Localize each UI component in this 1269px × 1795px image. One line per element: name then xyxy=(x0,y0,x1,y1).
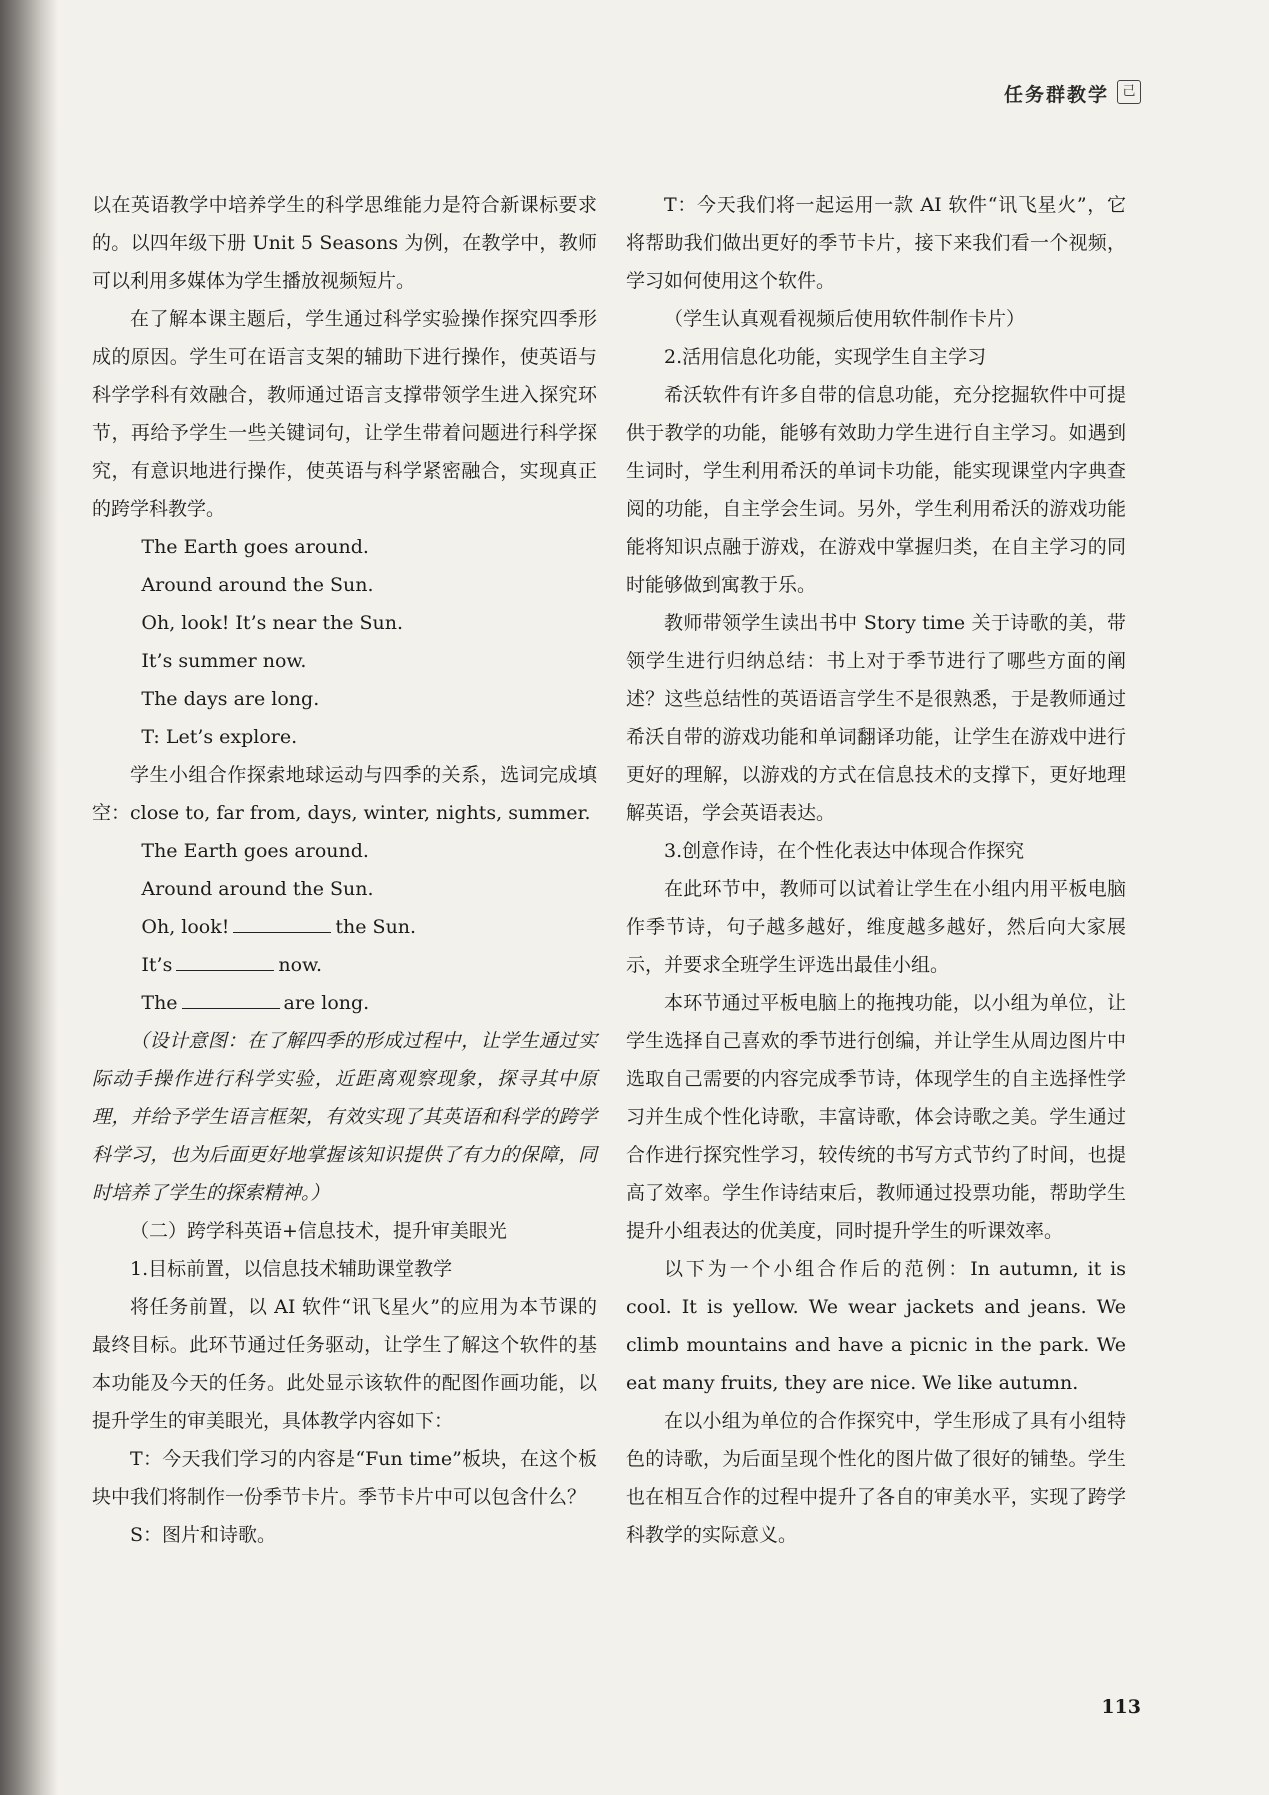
subsection-heading: 1.目标前置，以信息技术辅助课堂教学 xyxy=(130,1258,453,1280)
subsection-heading: 3.创意作诗，在个性化表达中体现合作探究 xyxy=(664,840,1025,862)
poem-line: The Earth goes around. xyxy=(141,536,369,558)
page-number: 113 xyxy=(1101,1696,1141,1718)
paragraph: 在以小组为单位的合作探究中，学生形成了具有小组特色的诗歌，为后面呈现个性化的图片做了很好的铺垫。学生也在相互合作的过程中提升了各自的审美水平，实现了跨学科教学的实际意义。 xyxy=(626,1410,1126,1546)
fill-text: are long. xyxy=(283,992,370,1014)
poem-line: The Earth goes around. xyxy=(141,840,369,862)
poem-line: Around around the Sun. xyxy=(141,878,374,900)
poem-line: The days are long. xyxy=(141,688,320,710)
fill-text: The xyxy=(141,992,178,1014)
paragraph: T：今天我们将一起运用一款 AI 软件“讯飞星火”，它将帮助我们做出更好的季节卡片，接下来我们看一个视频，学习如何使用这个软件。 xyxy=(626,194,1126,292)
fill-blank-line xyxy=(92,908,597,946)
blank-line xyxy=(233,912,331,933)
fill-text: Oh, look! xyxy=(141,916,230,938)
blank-line xyxy=(182,988,280,1009)
book-spine-shadow xyxy=(0,0,58,1795)
fill-blank-line xyxy=(92,946,597,984)
paragraph: 将任务前置，以 AI 软件“讯飞星火”的应用为本节课的最终目标。此环节通过任务驱动，让学生了解这个软件的基本功能及今天的任务。此处显示该软件的配图作画功能，以提升学生的审美眼光，具体教学内容如下： xyxy=(92,1296,597,1432)
poem-line: T: Let’s explore. xyxy=(141,726,298,748)
paragraph: 以在英语教学中培养学生的科学思维能力是符合新课标要求的。以四年级下册 Unit 5 Seasons 为例，在教学中，教师可以利用多媒体为学生播放视频短片。 xyxy=(92,194,597,292)
paragraph: 以下为一个小组合作后的范例：In autumn, it is cool. It is yellow. We wear jackets and jeans. We climb mountains and have a picnic in the park. We eat many fruits, they are nice. We like autumn. xyxy=(626,1258,1126,1394)
poem-line: It’s summer now. xyxy=(141,650,307,672)
poem-line: Around around the Sun. xyxy=(141,574,374,596)
right-column xyxy=(626,186,1126,1554)
paragraph: 在了解本课主题后，学生通过科学实验操作探究四季形成的原因。学生可在语言支架的辅助下进行操作，使英语与科学学科有效融合，教师通过语言支撑带领学生进入探究环节，再给予学生一些关键词句，让学生带着问题进行科学探究，有意识地进行操作，使英语与科学紧密融合，实现真正的跨学科教学。 xyxy=(92,308,597,520)
running-header: 任务群教学 xyxy=(1003,84,1109,106)
poem-line: Oh, look! It’s near the Sun. xyxy=(141,612,404,634)
paragraph: S：图片和诗歌。 xyxy=(130,1524,277,1546)
paragraph: （学生认真观看视频后使用软件制作卡片） xyxy=(664,308,1026,330)
fill-text: now. xyxy=(278,954,323,976)
paragraph: 本环节通过平板电脑上的拖拽功能，以小组为单位，让学生选择自己喜欢的季节进行创编，并让学生从周边图片中选取自己需要的内容完成季节诗，体现学生的自主选择性学习并生成个性化诗歌，丰富诗歌，体会诗歌之美。学生通过合作进行探究性学习，较传统的书写方式节约了时间，也提高了效率。学生作诗结束后，教师通过投票功能，帮助学生提升小组表达的优美度，同时提升学生的听课效率。 xyxy=(626,992,1126,1242)
fill-text: It’s xyxy=(141,954,173,976)
left-column xyxy=(92,186,597,1554)
fill-text: the Sun. xyxy=(335,916,417,938)
paragraph: 教师带领学生读出书中 Story time 关于诗歌的美，带领学生进行归纳总结：书上对于季节进行了哪些方面的阐述？这些总结性的英语语言学生不是很熟悉，于是教师通过希沃自带的游戏功能和单词翻译功能，让学生在游戏中进行更好的理解，以游戏的方式在信息技术的支撑下，更好地理解英语，学会英语表达。 xyxy=(626,612,1126,824)
header-logo-icon: 己 xyxy=(1117,80,1141,104)
design-note: （设计意图：在了解四季的形成过程中，让学生通过实际动手操作进行科学实验，近距离观察现象，探寻其中原理，并给予学生语言框架，有效实现了其英语和科学的跨学科学习，也为后面更好地掌握该知识提供了有力的保障，同时培养了学生的探索精神。） xyxy=(92,1030,597,1204)
blank-line xyxy=(176,950,274,971)
paragraph: 在此环节中，教师可以试着让学生在小组内用平板电脑作季节诗，句子越多越好，维度越多越好，然后向大家展示，并要求全班学生评选出最佳小组。 xyxy=(626,878,1126,976)
paragraph: 学生小组合作探索地球运动与四季的关系，选词完成填空：close to, far from, days, winter, nights, summer. xyxy=(92,764,597,824)
subsection-heading: 2.活用信息化功能，实现学生自主学习 xyxy=(664,346,987,368)
section-heading: （二）跨学科英语+信息技术，提升审美眼光 xyxy=(130,1220,507,1242)
fill-blank-line xyxy=(92,984,597,1022)
paragraph: T：今天我们学习的内容是“Fun time”板块，在这个板块中我们将制作一份季节卡片。季节卡片中可以包含什么？ xyxy=(92,1448,597,1508)
paragraph: 希沃软件有许多自带的信息功能，充分挖掘软件中可提供于教学的功能，能够有效助力学生进行自主学习。如遇到生词时，学生利用希沃的单词卡功能，能实现课堂内字典查阅的功能，自主学会生词。另外，学生利用希沃的游戏功能能将知识点融于游戏，在游戏中掌握归类，在自主学习的同时能够做到寓教于乐。 xyxy=(626,384,1126,596)
